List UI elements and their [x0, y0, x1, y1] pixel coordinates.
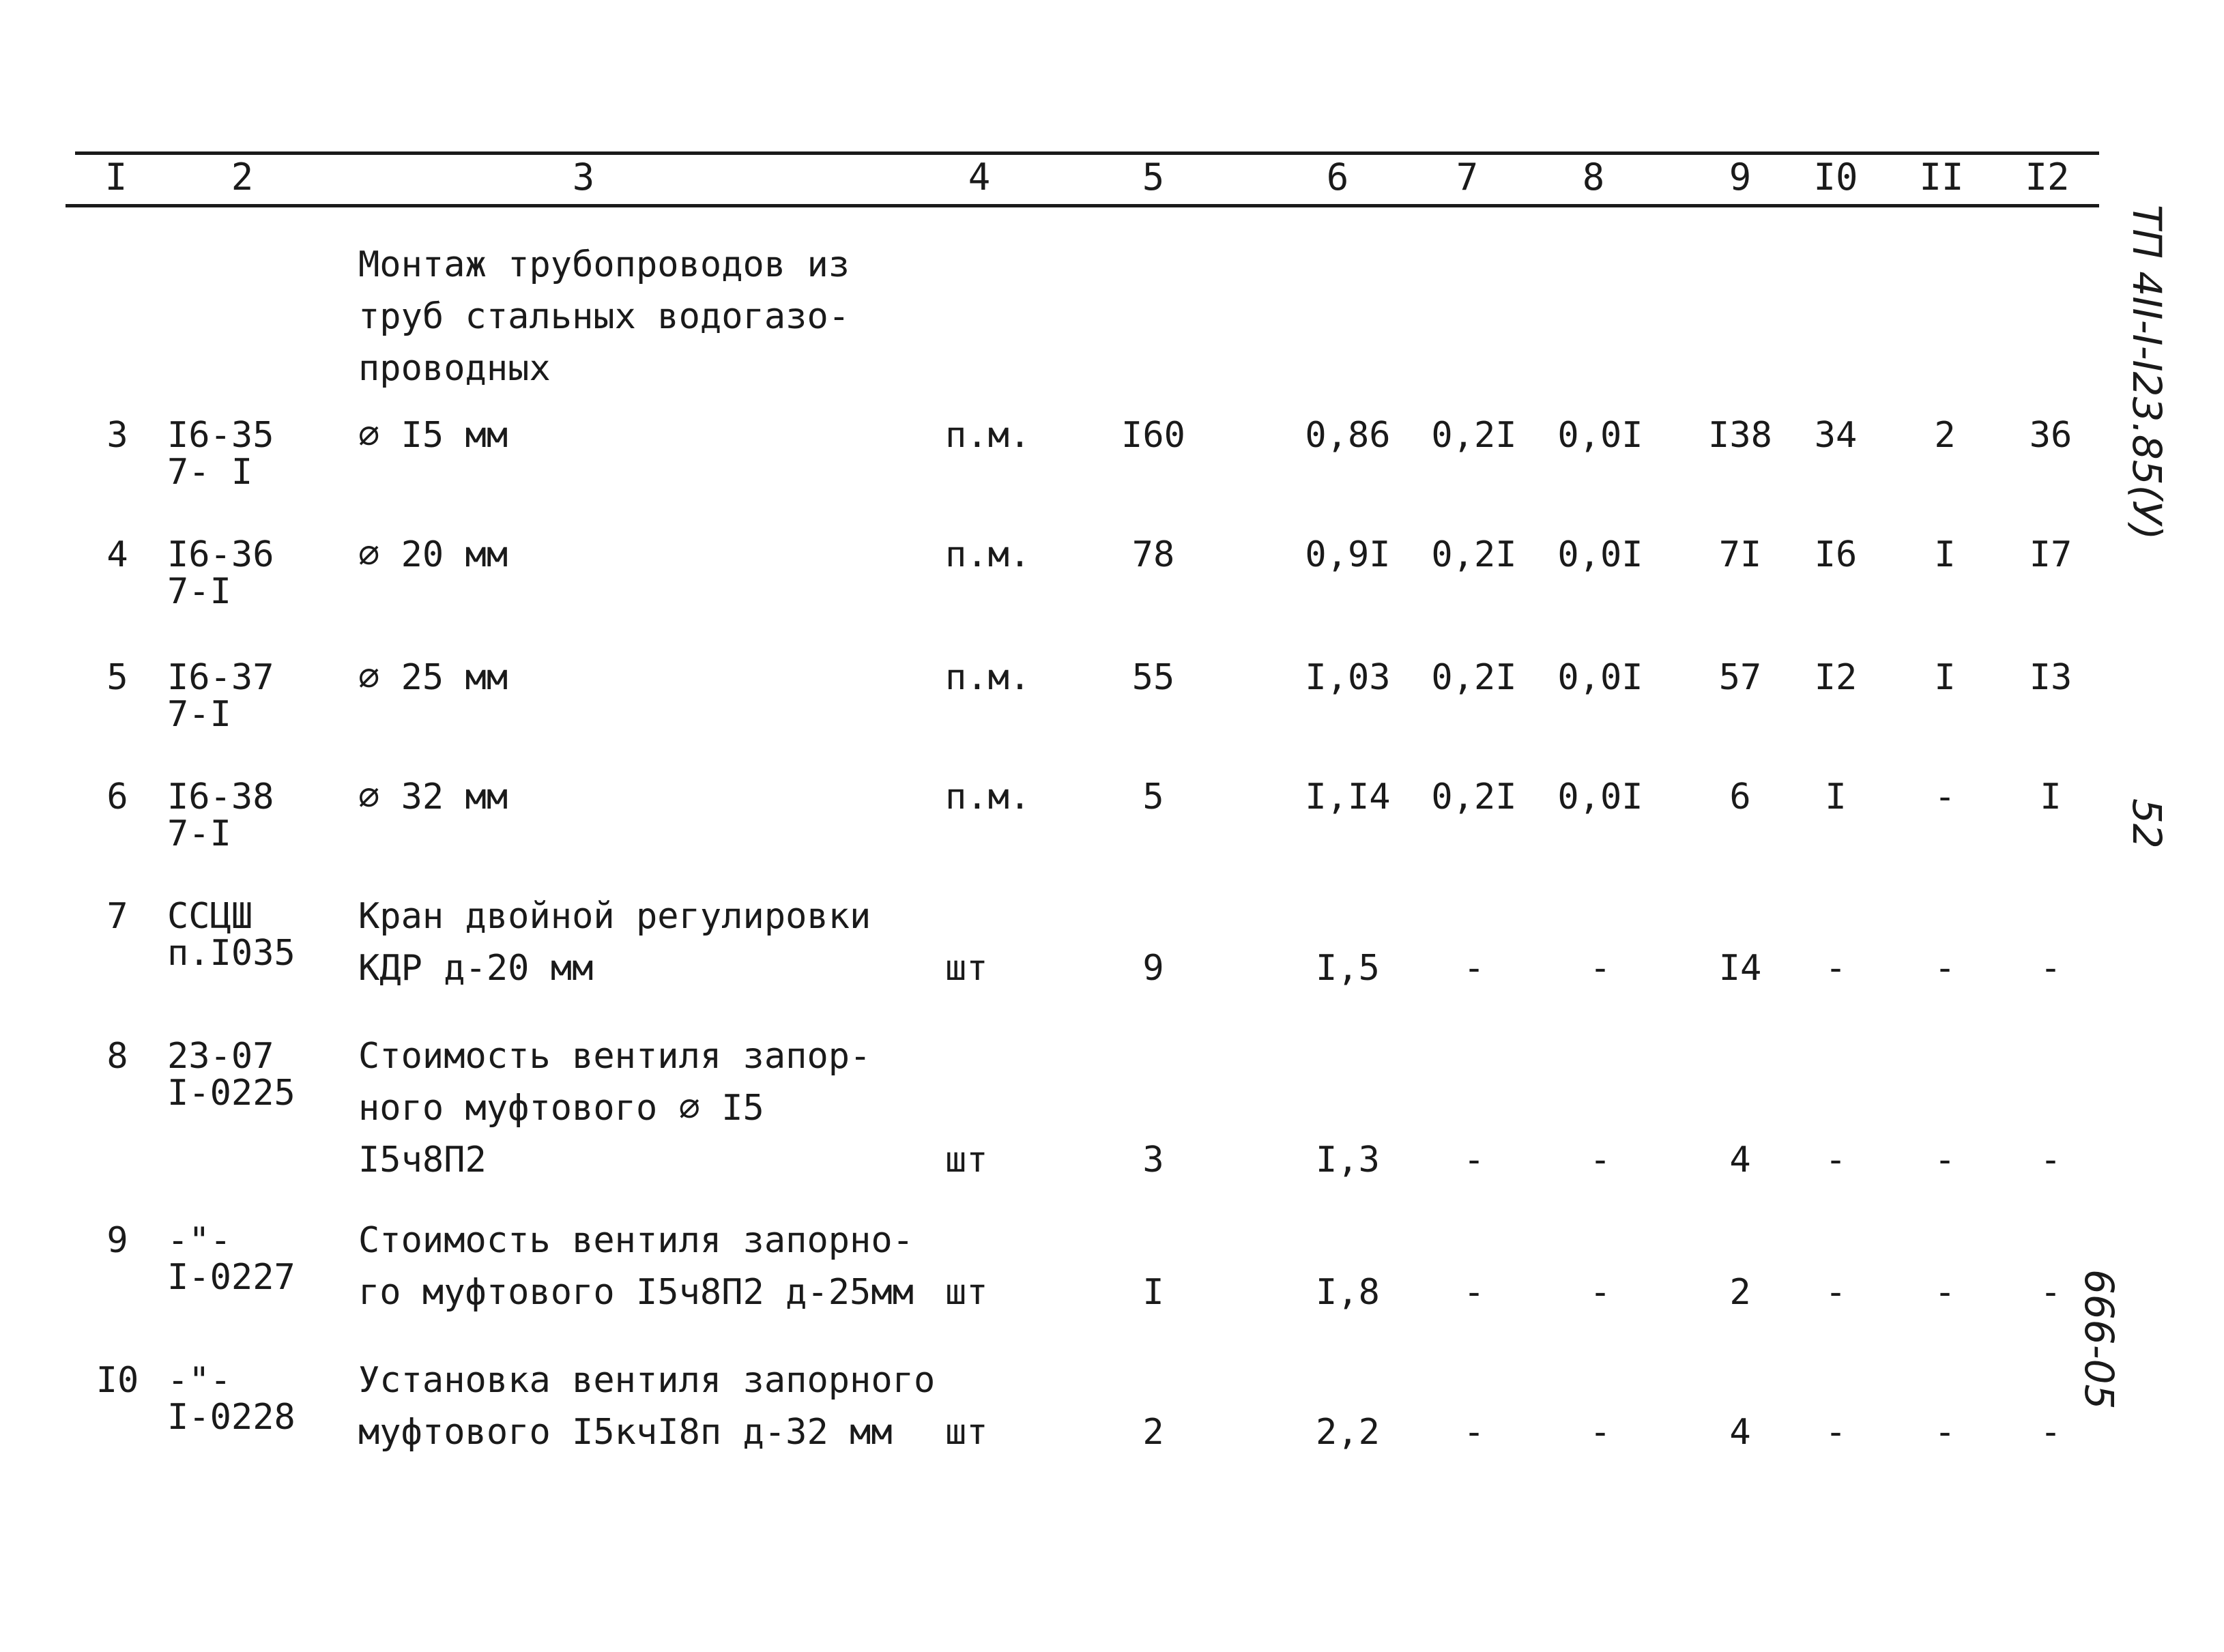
norm-code: ССЦШ: [167, 896, 253, 937]
column-number: 2: [231, 156, 254, 199]
column-number: I2: [2025, 156, 2070, 199]
work-description: го муфтового I5ч8П2 д-25мм: [358, 1272, 914, 1313]
work-description: КДР д-20 мм: [358, 948, 594, 989]
work-description: ∅ I5 мм: [358, 415, 508, 456]
row-number: 8: [106, 1036, 128, 1077]
row-number: I0: [96, 1360, 139, 1401]
work-description: ∅ 25 мм: [358, 657, 508, 698]
value-c6: 0,9I: [1305, 534, 1391, 575]
value-c12: -: [2040, 1412, 2062, 1453]
norm-code: I6-35: [167, 415, 274, 456]
value-c12: I7: [2029, 534, 2073, 575]
section-title-line: проводных: [358, 348, 551, 389]
value-c7: 0,2I: [1431, 534, 1517, 575]
row-number: 7: [106, 896, 128, 937]
value-c11: -: [1934, 1272, 1956, 1313]
value-c6: I,03: [1305, 657, 1391, 698]
norm-code: 7-I: [167, 571, 231, 612]
value-c10: -: [1825, 1272, 1847, 1313]
quantity: 78: [1131, 534, 1175, 575]
value-c9: 2: [1729, 1272, 1751, 1313]
value-c8: 0,0I: [1557, 777, 1643, 817]
quantity: 9: [1142, 948, 1164, 989]
value-c11: -: [1934, 1412, 1956, 1453]
value-c11: 2: [1934, 415, 1956, 456]
column-number: 3: [572, 156, 595, 199]
value-c7: -: [1463, 948, 1485, 989]
work-description: ного муфтового ∅ I5: [358, 1088, 764, 1129]
value-c9: 6: [1729, 777, 1751, 817]
value-c7: -: [1463, 1140, 1485, 1180]
value-c12: -: [2040, 948, 2062, 989]
value-c12: I: [2040, 777, 2062, 817]
norm-code: I6-37: [167, 657, 274, 698]
column-number: II: [1919, 156, 1964, 199]
value-c8: 0,0I: [1557, 534, 1643, 575]
value-c9: I38: [1708, 415, 1772, 456]
value-c11: I: [1934, 657, 1956, 698]
value-c7: 0,2I: [1431, 657, 1517, 698]
row-number: 4: [106, 534, 128, 575]
value-c10: 34: [1814, 415, 1858, 456]
work-description: Стоимость вентиля запорно-: [358, 1220, 914, 1261]
page-number: 52: [2124, 798, 2170, 849]
value-c6: I,5: [1316, 948, 1380, 989]
quantity: I60: [1121, 415, 1185, 456]
value-c10: I: [1825, 777, 1847, 817]
quantity: 2: [1142, 1412, 1164, 1453]
norm-code: I-0228: [167, 1397, 295, 1438]
norm-code: -"-: [167, 1220, 231, 1261]
column-number: 9: [1729, 156, 1752, 199]
sheet-code: 666-05: [2076, 1269, 2122, 1410]
work-description: ∅ 32 мм: [358, 777, 508, 817]
work-description: Кран двойной регулировки: [358, 896, 871, 937]
value-c7: 0,2I: [1431, 777, 1517, 817]
value-c9: 4: [1729, 1412, 1751, 1453]
value-c10: -: [1825, 948, 1847, 989]
value-c10: -: [1825, 1412, 1847, 1453]
value-c8: 0,0I: [1557, 415, 1643, 456]
value-c10: I2: [1814, 657, 1858, 698]
unit: п.м.: [945, 534, 1031, 575]
column-number: I0: [1813, 156, 1858, 199]
column-number: 8: [1582, 156, 1605, 199]
value-c7: -: [1463, 1412, 1485, 1453]
value-c6: 0,86: [1305, 415, 1391, 456]
value-c8: 0,0I: [1557, 657, 1643, 698]
value-c7: 0,2I: [1431, 415, 1517, 456]
column-number: 6: [1326, 156, 1349, 199]
unit: п.м.: [945, 777, 1031, 817]
norm-code: 7- I: [167, 452, 253, 493]
value-c9: 57: [1718, 657, 1762, 698]
norm-code: 7-I: [167, 813, 231, 854]
column-number: I: [104, 156, 128, 199]
value-c12: 36: [2029, 415, 2073, 456]
quantity: 3: [1142, 1140, 1164, 1180]
value-c12: -: [2040, 1140, 2062, 1180]
value-c8: -: [1589, 1412, 1611, 1453]
value-c8: -: [1589, 1272, 1611, 1313]
unit: п.м.: [945, 415, 1031, 456]
norm-code: I6-36: [167, 534, 274, 575]
value-c6: 2,2: [1316, 1412, 1380, 1453]
section-title-line: труб стальных водогазо-: [358, 296, 850, 337]
value-c9: 7I: [1718, 534, 1762, 575]
column-number: 5: [1142, 156, 1165, 199]
value-c11: -: [1934, 777, 1956, 817]
value-c12: -: [2040, 1272, 2062, 1313]
norm-code: -"-: [167, 1360, 231, 1401]
value-c9: 4: [1729, 1140, 1751, 1180]
column-number: 4: [968, 156, 991, 199]
value-c10: -: [1825, 1140, 1847, 1180]
row-number: 6: [106, 777, 128, 817]
norm-code: п.I035: [167, 933, 295, 974]
value-c9: I4: [1718, 948, 1762, 989]
unit: шт: [945, 948, 988, 989]
unit: шт: [945, 1412, 988, 1453]
value-c11: I: [1934, 534, 1956, 575]
document-code: ТП 4II-I-I23.85(У): [2124, 205, 2170, 540]
value-c6: I,8: [1316, 1272, 1380, 1313]
column-number: 7: [1456, 156, 1479, 199]
row-number: 5: [106, 657, 128, 698]
unit: шт: [945, 1140, 988, 1180]
value-c11: -: [1934, 948, 1956, 989]
value-c8: -: [1589, 1140, 1611, 1180]
norm-code: I-0227: [167, 1257, 295, 1298]
row-number: 3: [106, 415, 128, 456]
section-title-line: Монтаж трубопроводов из: [358, 244, 850, 285]
unit: п.м.: [945, 657, 1031, 698]
value-c8: -: [1589, 948, 1611, 989]
quantity: 5: [1142, 777, 1164, 817]
value-c12: I3: [2029, 657, 2073, 698]
work-description: I5ч8П2: [358, 1140, 487, 1180]
value-c10: I6: [1814, 534, 1858, 575]
value-c6: I,3: [1316, 1140, 1380, 1180]
work-description: ∅ 20 мм: [358, 534, 508, 575]
row-number: 9: [106, 1220, 128, 1261]
value-c6: I,I4: [1305, 777, 1391, 817]
work-description: Установка вентиля запорного: [358, 1360, 936, 1401]
quantity: I: [1142, 1272, 1164, 1313]
quantity: 55: [1131, 657, 1175, 698]
value-c11: -: [1934, 1140, 1956, 1180]
table-header-rule: [66, 204, 2099, 207]
unit: шт: [945, 1272, 988, 1313]
norm-code: 7-I: [167, 694, 231, 735]
norm-code: I-0225: [167, 1073, 295, 1114]
norm-code: 23-07: [167, 1036, 274, 1077]
work-description: муфтового I5кчI8п д-32 мм: [358, 1412, 893, 1453]
norm-code: I6-38: [167, 777, 274, 817]
work-description: Стоимость вентиля запор-: [358, 1036, 871, 1077]
value-c7: -: [1463, 1272, 1485, 1313]
